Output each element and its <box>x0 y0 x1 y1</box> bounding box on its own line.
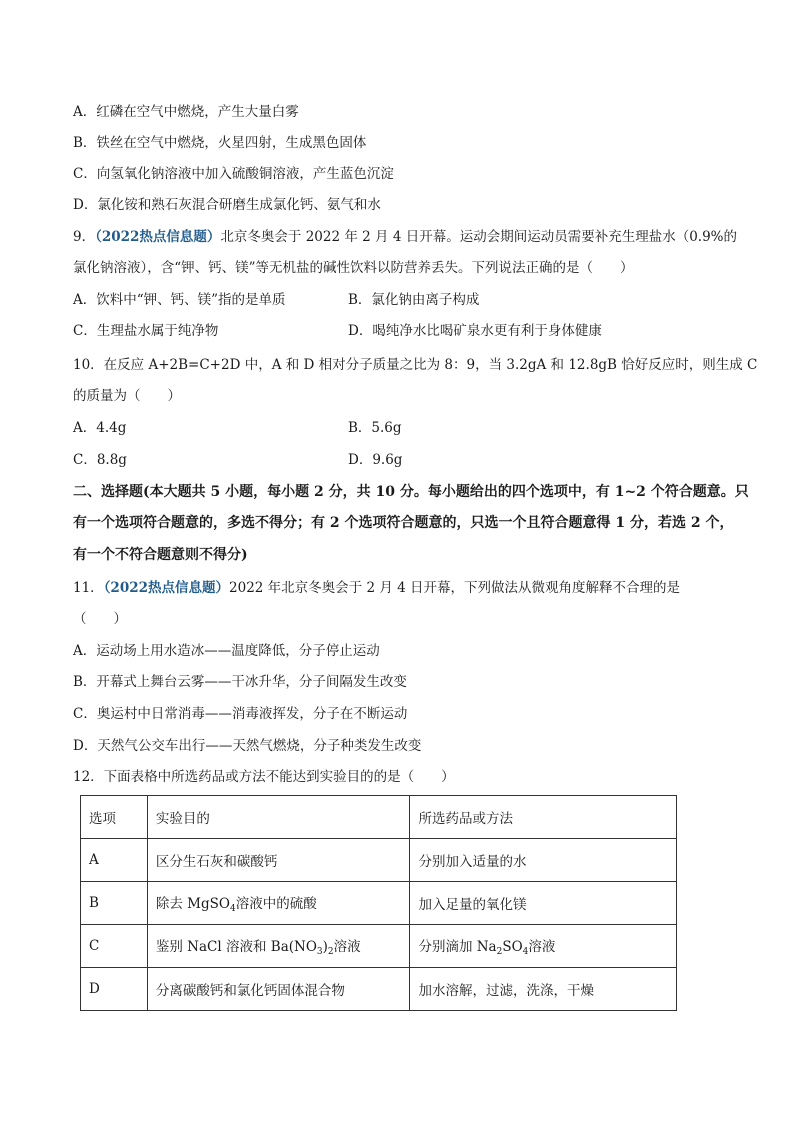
purpose-text: 溶液 <box>333 939 361 955</box>
table-row <box>81 882 677 925</box>
subscript: 4 <box>522 947 529 957</box>
q11-stem-line2: （ ） <box>73 611 127 627</box>
row-option: C <box>81 925 148 968</box>
row-purpose <box>147 882 410 925</box>
q10-stem-line1: 10．在反应 A+2B=C+2D 中，A 和 D 相对分子质量之比为 8：9，当 3.2gA 和 12.8gB 恰好反应时，则生成 C <box>73 357 758 373</box>
q10-option-a: A．4.4g <box>73 420 127 436</box>
row-option: D <box>81 968 148 1011</box>
q9-options-row2 <box>73 321 673 341</box>
header-method: 所选药品或方法 <box>410 796 677 839</box>
subscript: 4 <box>229 904 236 914</box>
q9-stem-text: 北京冬奥会于 2022 年 2 月 4 日开幕。运动会期间运动员需要补充生理盐水（0.9%的 <box>220 229 738 245</box>
q12-table <box>80 795 677 1011</box>
q10-options-row1 <box>73 418 673 438</box>
q11-number: 11． <box>73 580 104 596</box>
q9-option-c: C．生理盐水属于纯净物 <box>73 323 219 339</box>
purpose-text: 鉴别 NaCl 溶液和 Ba(NO <box>155 939 317 955</box>
q11-option-b: B．开幕式上舞台云雾——干冰升华，分子间隔发生改变 <box>73 674 407 690</box>
section2-instructions-line1: 二、选择题(本大题共 5 小题，每小题 2 分，共 10 分。每小题给出的四个选项中，有 1~2 个符合题意。只 <box>73 484 749 500</box>
subscript: 2 <box>496 947 503 957</box>
q8-option-d: D．氯化铵和熟石灰混合研磨生成氯化钙、氨气和水 <box>73 197 381 213</box>
purpose-text: 除去 MgSO <box>155 896 230 912</box>
section2-instructions-line3: 有一个不符合题意则不得分) <box>73 547 248 563</box>
table-row <box>81 925 677 968</box>
row-purpose: 分离碳酸钙和氯化钙固体混合物 <box>147 968 410 1011</box>
row-purpose: 区分生石灰和碳酸钙 <box>147 839 410 882</box>
row-method: 加水溶解，过滤，洗涤，干燥 <box>410 968 677 1011</box>
table-row <box>81 968 677 1011</box>
q10-option-d: D．9.6g <box>348 452 403 468</box>
q9-options-row1 <box>73 290 673 310</box>
q11-stem-line1 <box>73 578 680 598</box>
row-option: A <box>81 839 148 882</box>
row-method <box>410 925 677 968</box>
purpose-text: ) <box>322 939 328 955</box>
q9-source-tag: （2022热点信息题） <box>95 229 221 245</box>
q8-option-a: A．红磷在空气中燃烧，产生大量白雾 <box>73 104 299 120</box>
q9-option-b: B．氯化钠由离子构成 <box>348 292 480 308</box>
table-header-row <box>81 796 677 839</box>
header-option: 选项 <box>81 796 148 839</box>
q11-stem-text: 2022 年北京冬奥会于 2 月 4 日开幕，下列做法从微观角度解释不合理的是 <box>229 580 681 596</box>
q9-option-a: A．饮料中“钾、钙、镁”指的是单质 <box>73 292 286 308</box>
method-text: SO <box>502 939 523 955</box>
subscript: 3 <box>316 947 323 957</box>
q8-option-c: C．向氢氧化钠溶液中加入硫酸铜溶液，产生蓝色沉淀 <box>73 166 394 182</box>
method-text: 溶液 <box>528 939 556 955</box>
row-method: 加入足量的氧化镁 <box>410 882 677 925</box>
q11-source-tag: （2022热点信息题） <box>103 580 230 596</box>
q10-stem-line2: 的质量为（ ） <box>73 388 181 404</box>
row-method: 分别加入适量的水 <box>410 839 677 882</box>
q9-stem-line2: 氯化钠溶液），含“钾、钙、镁”等无机盐的碱性饮料以防营养丢失。下列说法正确的是（ ） <box>73 260 634 276</box>
q10-option-c: C．8.8g <box>73 452 127 468</box>
q9-stem-line1 <box>73 227 737 247</box>
q9-number: 9． <box>73 229 96 245</box>
header-purpose: 实验目的 <box>147 796 410 839</box>
table-row <box>81 839 677 882</box>
method-text: 分别滴加 Na <box>418 939 497 955</box>
q10-option-b: B．5.6g <box>348 420 402 436</box>
purpose-text: 溶液中的硫酸 <box>235 896 317 912</box>
q10-options-row2 <box>73 450 673 470</box>
q12-stem: 12．下面表格中所选药品或方法不能达到实验目的的是（ ） <box>73 769 455 785</box>
q9-option-d: D．喝纯净水比喝矿泉水更有利于身体健康 <box>348 323 602 339</box>
row-purpose <box>147 925 410 968</box>
section2-instructions-line2: 有一个选项符合题意的，多选不得分；有 2 个选项符合题意的，只选一个且符合题意得 1 分，若选 2 个， <box>73 515 734 531</box>
q8-option-b: B．铁丝在空气中燃烧，火星四射，生成黑色固体 <box>73 135 367 151</box>
q11-option-c: C．奥运村中日常消毒——消毒液挥发，分子在不断运动 <box>73 706 408 722</box>
q11-option-d: D．天然气公交车出行——天然气燃烧，分子种类发生改变 <box>73 738 422 754</box>
subscript: 2 <box>327 947 334 957</box>
row-option: B <box>81 882 148 925</box>
q11-option-a: A．运动场上用水造冰——温度降低，分子停止运动 <box>73 643 380 659</box>
